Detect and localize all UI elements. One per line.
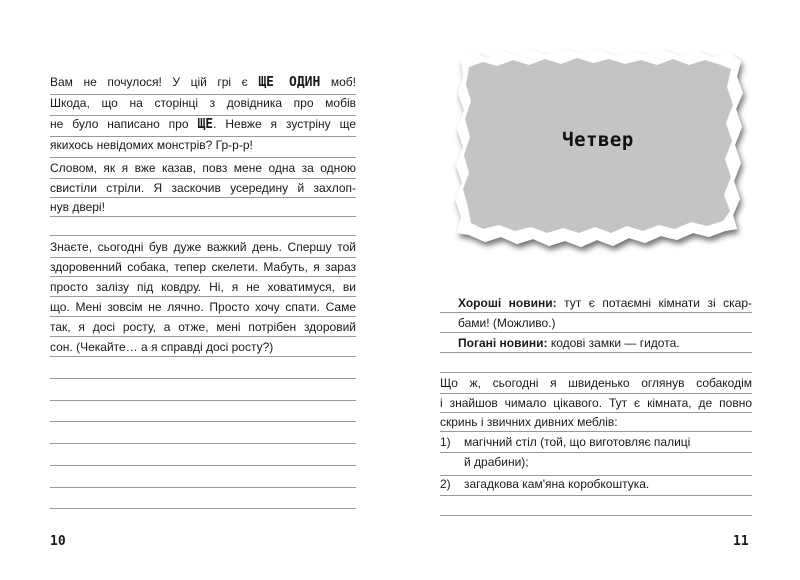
emphasis-text: ЩЕ xyxy=(197,117,214,132)
text-line: просто залізу під ковдру. Ні, я не ховатимуся, ви xyxy=(50,280,356,294)
text-line: Що ж, сьогодні я швиденько оглянув собакодім xyxy=(440,376,752,390)
text-line: Словом, як я вже казав, повз мене одна за одною xyxy=(50,161,356,175)
list-number: 2) xyxy=(440,477,451,491)
emphasis-text: ЩЕ ОДИН xyxy=(258,75,321,90)
ruled-line xyxy=(440,475,752,476)
text-line: Шкода, що на сторінці з довідника про мобів xyxy=(50,96,356,110)
torn-paper-shape xyxy=(447,47,749,255)
text-line: що. Мені зовсім не лячно. Просто хочу спати. Саме xyxy=(50,300,356,314)
ruled-line xyxy=(440,452,752,453)
text-run: кодові замки — гидота. xyxy=(547,336,680,350)
bad-news-label: Погані новини: xyxy=(458,336,548,350)
text-line: бами! (Можливо.) xyxy=(458,316,556,330)
day-title: Четвер xyxy=(562,129,634,151)
list-number: 1) xyxy=(440,435,451,449)
text-run: не було написано про xyxy=(50,117,198,131)
page-number: 11 xyxy=(733,534,749,549)
list-item xyxy=(440,477,752,491)
ruled-line xyxy=(440,393,752,394)
good-news-label: Хороші новини: xyxy=(458,296,557,310)
text-run: Вам не почулося! У цій грі є xyxy=(50,75,259,89)
text-run: тут є потаємні кімнати зі скар- xyxy=(556,296,752,310)
text-line: якихось невідомих монстрів? Гр-р-р! xyxy=(50,138,253,152)
ruled-line xyxy=(440,332,752,333)
ruled-line xyxy=(440,431,752,432)
text-line: скринь і звичних дивних меблів: xyxy=(440,415,618,429)
list-item xyxy=(440,435,752,449)
ruled-line xyxy=(440,495,752,496)
ruled-line xyxy=(440,312,752,313)
bad-news-line xyxy=(440,336,752,350)
ruled-line xyxy=(440,515,752,516)
text-run: магічний стіл (той, що виготовляє палиці xyxy=(464,435,691,449)
text-line: й драбини); xyxy=(464,455,529,469)
text-run: загадкова кам'яна коробкоштука. xyxy=(464,477,650,491)
ruled-line xyxy=(440,352,752,353)
day-title-card xyxy=(447,47,749,255)
ruled-line xyxy=(440,412,752,413)
text-run: моб! xyxy=(320,75,357,89)
text-line: здоровенний собака, тепер скелети. Мабуть, я зараз xyxy=(50,260,356,274)
text-line: так, я досі росту, а отже, мені потрібен здоровий xyxy=(50,320,356,334)
text-run: . Невже я зустріну ще xyxy=(213,117,356,131)
page-number: 10 xyxy=(50,534,66,549)
text-line: Знаєте, сьогодні був дуже важкий день. Спершу той xyxy=(50,240,356,254)
text-line: і знайшов чимало цікавого. Тут є кімната, де повно xyxy=(440,396,752,410)
ruled-line xyxy=(440,372,752,373)
text-line: сон. (Чекайте… а я справді досі росту?) xyxy=(50,340,274,354)
text-line: свистіли стріли. Я заскочив усередину й захлоп- xyxy=(50,181,356,195)
text-line: нув двері! xyxy=(50,200,105,214)
good-news-line xyxy=(440,296,752,310)
